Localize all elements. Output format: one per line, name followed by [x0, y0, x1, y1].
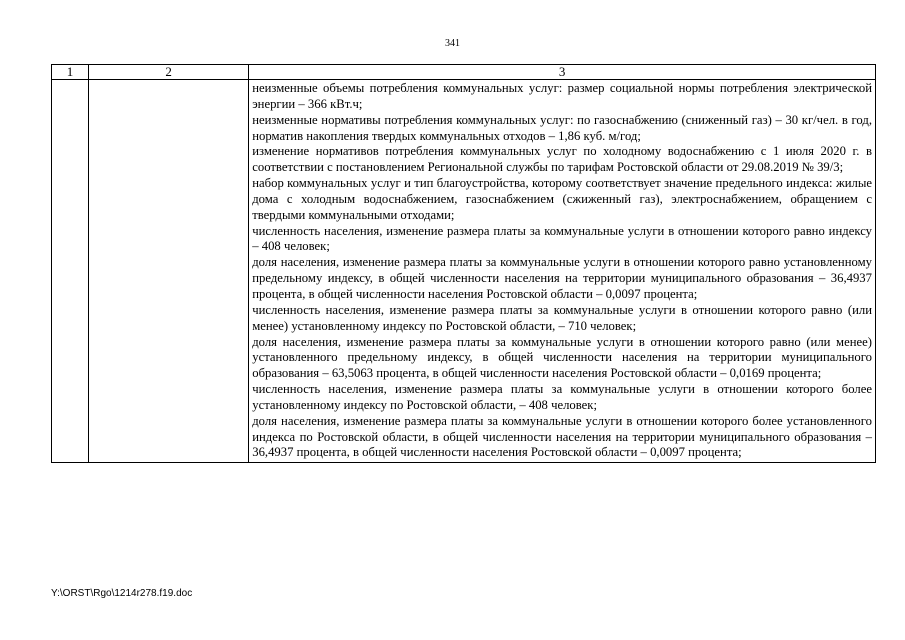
footer-file-path: Y:\ORST\Rgo\1214r278.f19.doc [51, 588, 193, 599]
header-cell-3: 3 [249, 65, 876, 80]
paragraph: численность населения, изменение размера платы за коммунальные услуги в отношении которого более установленному индексу по Ростовской области, – 408 человек; [252, 382, 872, 412]
paragraph: изменение нормативов потребления коммунальных услуг по холодному водоснабжению с 1 июля 2020 г. в соответствии с постановлением Региональной службы по тарифам Ростовской области от 29.08.2019 № 39/3; [252, 144, 872, 175]
cell-col-1 [52, 80, 89, 463]
header-cell-1: 1 [52, 65, 89, 80]
paragraph: численность населения, изменение размера платы за коммунальные услуги в отношении которого равно индексу – 408 человек; [252, 223, 872, 254]
table-header-row [52, 65, 876, 80]
cell-col-2 [89, 80, 249, 463]
header-cell-2: 2 [89, 65, 249, 80]
paragraph: численность населения, изменение размера платы за коммунальные услуги в отношении которого равно (или менее) установленному индексу по Ростовской области, – 710 человек; [252, 302, 872, 333]
paragraph: неизменные объемы потребления коммунальных услуг: размер социальной нормы потребления электрической энергии – 366 кВт.ч; [252, 81, 872, 111]
paragraph: доля населения, изменение размера платы за коммунальные услуги в отношении которого равно (или менее) установленного предельному индексу, в общей численности населения на территории муниципального образования – 63,5063 процента, в общей численности населения Ростовской области – 0,0169 процента; [252, 334, 872, 381]
paragraph: доля населения, изменение размера платы за коммунальные услуги в отношении которого более установленного индекса по Ростовской области, в общей численности населения на территории муниципального образования – 36,4937 процента, в общей численности населения Ростовской области – 0,0097 процента; [252, 413, 872, 460]
paragraph: доля населения, изменение размера платы за коммунальные услуги в отношении которого равно установленному предельному индексу, в общей численности населения на территории муниципального образования – 36,4937 процента, в общей численности населения Ростовской области – 0,0097 процента; [252, 255, 872, 301]
paragraph: неизменные нормативы потребления коммунальных услуг: по газоснабжению (сниженный газ) – 30 кг/чел. в год, норматив накопления твердых коммунальных отходов – 1,86 куб. м/год; [252, 112, 872, 143]
paragraph: набор коммунальных услуг и тип благоустройства, которому соответствует значение предельного индекса: жилые дома с холодным водоснабжением, газоснабжением (сжиженный газ), электроснабжением, обращением с твердыми коммунальными отходами; [252, 176, 872, 222]
cell-col-3 [249, 80, 876, 463]
document-table [51, 64, 876, 463]
page-number: 341 [445, 38, 460, 49]
table-row [52, 80, 876, 463]
